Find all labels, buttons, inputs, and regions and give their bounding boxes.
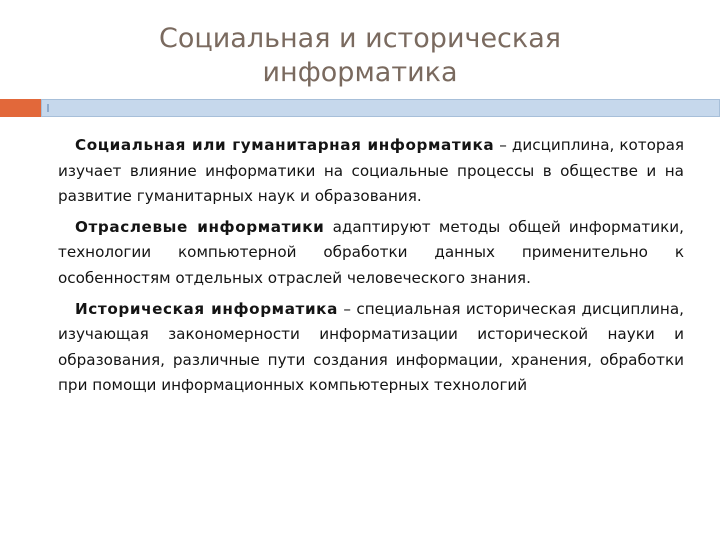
title-divider xyxy=(0,99,720,117)
divider-stripe xyxy=(47,104,49,112)
definition-social-informatics: – дисциплина, которая изучает влияние информатики на социальные процессы в обществе и на развитие гуманитарных наук и образования. xyxy=(58,136,685,206)
title-line-2: информатика xyxy=(262,57,458,88)
slide-title xyxy=(40,22,680,90)
term-social-informatics: Социальная или гуманитарная информатика xyxy=(75,136,495,154)
title-line-1: Социальная и историческая xyxy=(159,23,561,54)
term-historical-informatics: Историческая информатика xyxy=(75,299,338,318)
slide-body xyxy=(58,133,684,404)
definition-historical-informatics: – специальная историческая дисциплина, изучающая закономерности информатизации исторической науки и образования, различные пути создания информации, хранения, обработки при помощи информационных компьютерных технологий xyxy=(58,299,684,395)
paragraph-branch-informatics xyxy=(58,215,684,292)
divider-accent-block xyxy=(0,99,41,117)
definition-branch-informatics: адаптируют методы общей информатики, технологии компьютерной обработки данных применительно к особенностям отдельных отраслей человеческого знания. xyxy=(58,217,684,287)
term-branch-informatics: Отраслевые информатики xyxy=(75,217,325,236)
divider-bar xyxy=(41,99,720,117)
paragraph-historical-informatics xyxy=(58,297,684,399)
paragraph-social-informatics xyxy=(58,133,684,210)
